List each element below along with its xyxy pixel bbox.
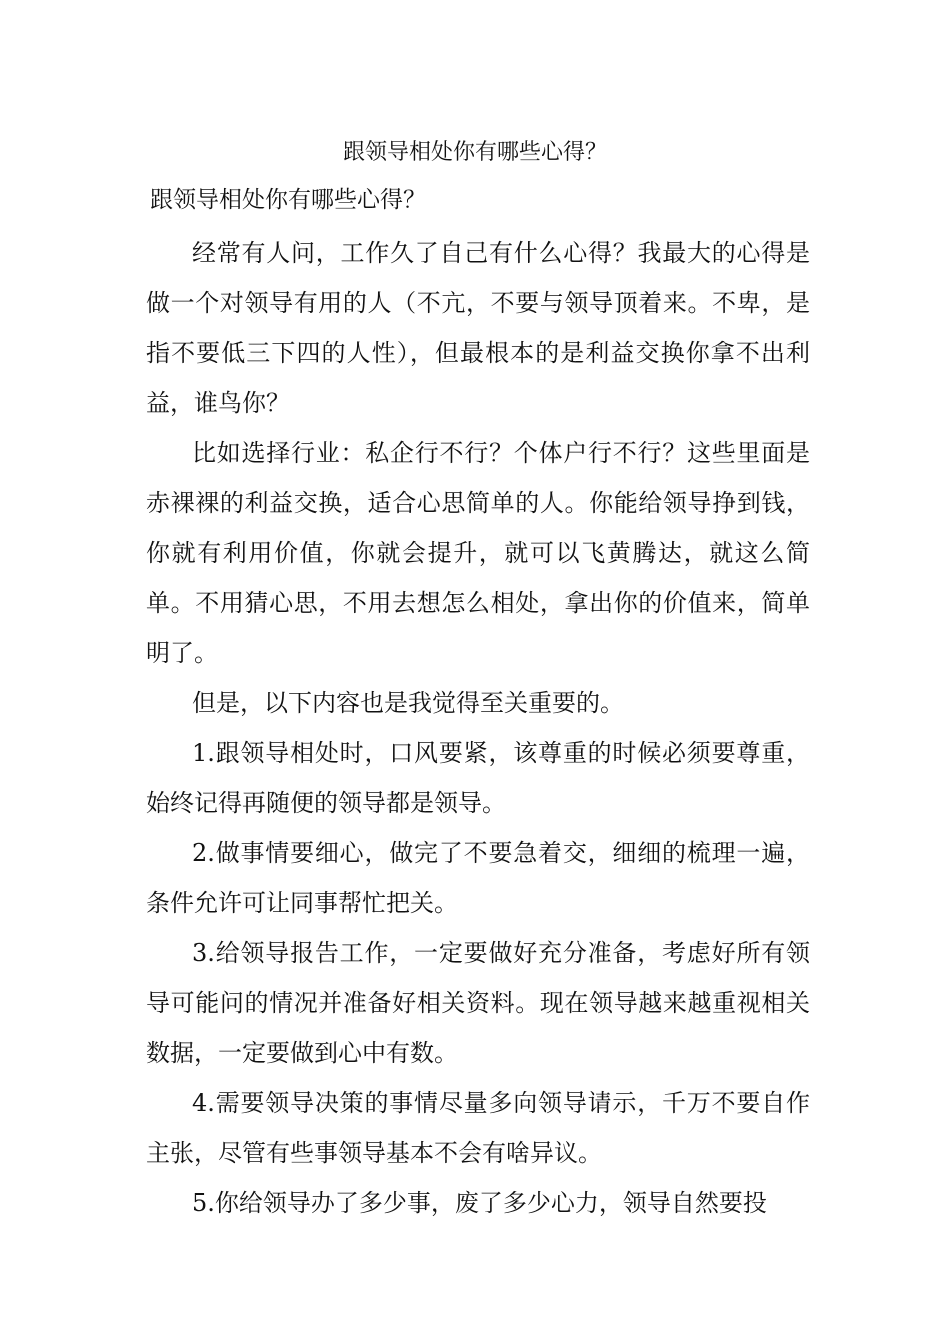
paragraph-5: 2.做事情要细心，做完了不要急着交，细细的梳理一遍，条件允许可让同事帮忙把关。 <box>146 839 810 917</box>
paragraph-6: 3.给领导报告工作，一定要做好充分准备，考虑好所有领导可能问的情况并准备好相关资料。现在领导越来越重视相关数据，一定要做到心中有数。 <box>146 939 810 1067</box>
document-title: 跟领导相处你有哪些心得？ <box>342 140 607 165</box>
paragraph-3: 但是，以下内容也是我觉得至关重要的。 <box>192 689 624 717</box>
paragraph-7: 4.需要领导决策的事情尽量多向领导请示，千万不要自作主张，尽管有些事领导基本不会有啥异议。 <box>146 1089 810 1167</box>
paragraph-8: 5.你给领导办了多少事，废了多少心力，领导自然要投 <box>192 1189 767 1217</box>
document-subtitle: 跟领导相处你有哪些心得？ <box>150 187 426 213</box>
paragraph-4: 1.跟领导相处时，口风要紧，该尊重的时候必须要尊重，始终记得再随便的领导都是领导。 <box>146 739 810 817</box>
paragraph-2: 比如选择行业：私企行不行？个体户行不行？这些里面是赤裸裸的利益交换，适合心思简单的人。你能给领导挣到钱，你就有利用价值，你就会提升，就可以飞黄腾达，就这么简单。不用猜心思，不用去想怎么相处，拿出你的价值来，简单明了。 <box>146 439 810 667</box>
paragraph-1: 经常有人问，工作久了自己有什么心得？我最大的心得是做一个对领导有用的人（不亢，不要与领导顶着来。不卑，是指不要低三下四的人性），但最根本的是利益交换你拿不出利益，谁鸟你？ <box>146 239 810 417</box>
document-body <box>146 180 810 1228</box>
